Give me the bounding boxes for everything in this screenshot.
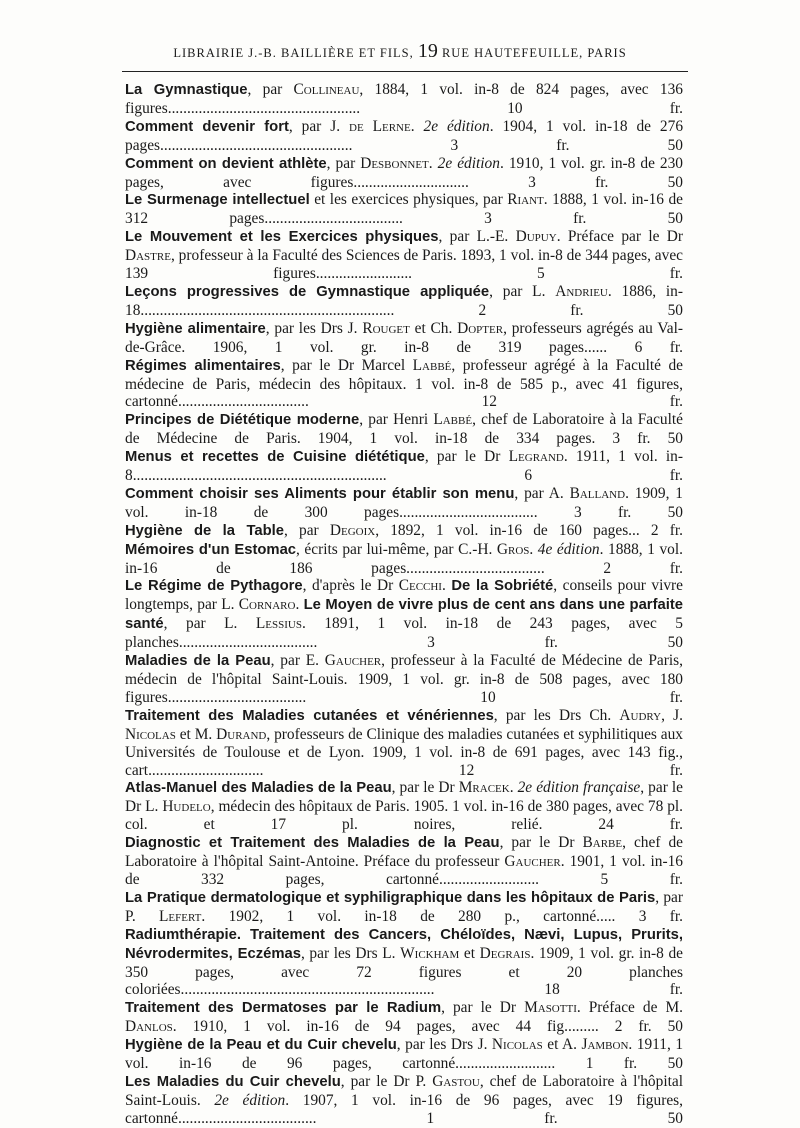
entry-text: , par J. <box>288 117 349 135</box>
entry-text: Nicolas <box>491 1036 543 1054</box>
entry-text: , par les Drs J. <box>265 319 363 337</box>
entry-text: Barbe <box>582 834 623 852</box>
entry-title: Diagnostic et Traitement des Maladies de la Peau <box>125 835 500 852</box>
entry-title: Traitement des Maladies cutanées et vénériennes <box>125 707 494 724</box>
entry-title: Le Surmenage intellectuel <box>125 192 310 209</box>
catalog-entry <box>125 577 683 652</box>
entry-text: . 1904, 1 vol. in-18 de 276 pages.................................................. 3 fr. 50 <box>125 117 684 154</box>
entry-text: Gros <box>496 540 530 558</box>
entry-text: 2e édition <box>437 154 500 172</box>
entry-text: et les exercices physiques, par <box>309 191 508 209</box>
entry-text: , écrits par lui-même, par C.-H. <box>296 540 497 558</box>
entry-text: Dopter <box>457 319 504 337</box>
entry-text: , chef de Laboratoire à l'hôpital Saint-Antoine. Préface du professeur <box>125 834 683 871</box>
entry-text: . 1902, 1 vol. in-18 de 280 p., cartonné..... 3 fr. <box>201 907 683 925</box>
entry-text: Nicolas <box>125 725 176 743</box>
entry-text: , par le Dr L. <box>125 779 683 816</box>
entry-text: et A. <box>542 1036 582 1054</box>
catalog-entry <box>125 283 683 320</box>
entry-text: , par <box>284 521 330 539</box>
entry-text: . 1888, 1 vol. in-16 de 312 pages.................................... 3 fr. 50 <box>125 191 683 228</box>
entry-text: Cecchi <box>398 577 442 595</box>
entry-text: . 1911, 1 vol. in-8.................................................................. 6 fr. <box>125 448 683 485</box>
entry-text: , par le Dr <box>391 779 459 797</box>
entry-text: Dastre <box>125 247 171 265</box>
header-publisher: LIBRAIRIE J.-B. BAILLIÈRE ET FILS, <box>173 46 414 60</box>
entry-text: , par le Dr <box>499 834 583 852</box>
entry-text: , par les Drs Ch. <box>493 706 620 724</box>
entry-text: , par P. <box>125 888 683 925</box>
entry-title: Le Mouvement et les Exercices physiques <box>125 229 439 246</box>
entry-text: Riant <box>507 191 544 209</box>
entry-text: , médecin des hôpitaux de Paris. 1905. 1 vol. in-16 de 380 pages, avec 78 pl. col. et 17 pl. noires, relié. 24 fr. <box>125 798 684 834</box>
catalog-entry <box>125 834 683 889</box>
entry-title: Le Régime de Pythagore <box>125 578 303 595</box>
entry-text: Lessius <box>255 615 302 633</box>
catalog-entry <box>125 926 683 1000</box>
entry-text: , d'après le Dr <box>302 577 399 595</box>
entry-title: Leçons progressives de Gymnastique appliquée <box>125 283 490 300</box>
entry-text: . <box>441 577 452 595</box>
entry-title: Atlas-Manuel des Maladies de la Peau <box>125 780 392 797</box>
catalog-entry <box>125 1073 683 1128</box>
entry-text: Lefert <box>159 907 202 925</box>
entry-text: Collineau <box>293 81 360 98</box>
entry-text: Labbé <box>433 411 473 429</box>
catalog-entry <box>125 320 683 357</box>
entry-text: . 1910, 1 vol. in-16 de 94 pages, avec 44 fig......... 2 fr. 50 <box>172 1018 683 1036</box>
entry-text: , par le Dr P. <box>340 1072 433 1090</box>
catalog-entry <box>125 228 683 283</box>
entry-title: Principes de Diététique moderne <box>125 412 360 429</box>
entry-text: . 1891, 1 vol. in-18 de 243 pages, avec 5 planches.................................... 3 fr. 50 <box>125 615 683 652</box>
header-rule <box>122 71 688 72</box>
entry-text: 2e édition française <box>517 779 641 797</box>
entry-text: et M. <box>175 725 217 743</box>
entry-title: La Gymnastique <box>125 82 248 98</box>
entry-title: Radiumthérapie. Traitement des Cancers, Chéloïdes, Nævi, Lupus, Prurits, Névrodermites, Eczémas <box>125 926 683 962</box>
entry-text: , par L. <box>489 282 556 300</box>
entry-text: Danlos <box>125 1018 173 1036</box>
book-list <box>125 81 683 1128</box>
entry-text: . <box>509 779 518 797</box>
entry-title: Comment devenir fort <box>125 118 289 135</box>
entry-title: Traitement des Dermatoses par le Radium <box>125 1000 442 1017</box>
entry-text: Rouget <box>362 319 410 337</box>
entry-title: Les Maladies du Cuir chevelu <box>125 1073 341 1090</box>
entry-text: . 1911, 1 vol. in-16 de 96 pages, cartonné.......................... 1 fr. 50 <box>125 1036 684 1073</box>
entry-text: 2e édition <box>214 1091 286 1109</box>
entry-text: 4e édition <box>537 540 600 558</box>
entry-text: , par les Drs J. <box>396 1036 492 1054</box>
entry-text: . Préface de M. <box>576 999 683 1017</box>
entry-text: . 1907, 1 vol. in-16 de 96 pages, avec 19 figures, cartonné.................................... 1 fr. 50 <box>125 1091 683 1127</box>
entry-text: , par le Dr Marcel <box>280 356 413 374</box>
entry-title: Menus et recettes de Cuisine diététique <box>125 449 425 466</box>
entry-title: Hygiène alimentaire <box>125 320 266 337</box>
entry-text: . 1910, 1 vol. gr. in-8 de 230 pages, avec figures.............................. 3 fr. 50 <box>125 154 684 191</box>
entry-title: Hygiène de la Peau et du Cuir chevelu <box>125 1037 397 1054</box>
entry-text: Gastou <box>432 1072 480 1090</box>
catalog-entry <box>125 541 683 578</box>
catalog-entry <box>125 522 683 541</box>
entry-text: , par L. <box>163 615 256 633</box>
entry-text: . 1909, 1 vol. in-18 de 300 pages.................................... 3 fr. 50 <box>125 484 683 521</box>
entry-text: , par <box>326 154 361 172</box>
running-header <box>0 40 800 63</box>
entry-text: et <box>459 944 480 962</box>
entry-text: , 1884, 1 vol. in-8 de 824 pages, avec 136 figures.................................................. 10 fr. <box>125 81 683 117</box>
entry-text: Mracek <box>458 779 510 797</box>
entry-text: , par le Dr <box>424 448 509 466</box>
catalog-entry <box>125 485 683 522</box>
entry-text: . <box>410 117 424 135</box>
catalog-entry <box>125 118 683 155</box>
catalog-entry <box>125 707 683 780</box>
entry-text: , par Henri <box>359 411 434 429</box>
entry-text: , conseils pour vivre longtemps, par L. <box>125 577 684 614</box>
entry-text: Balland <box>569 484 626 502</box>
catalog-entry <box>125 999 683 1036</box>
entry-text: , professeurs de Clinique des maladies cutanées et syphilitiques aux Universités de Toulouse et de Lyon. 1909, 1 vol. in-8 de 691 pages, avec 143 fig., cart.............................. 12 fr. <box>125 725 683 779</box>
catalog-entry <box>125 1036 683 1073</box>
catalog-entry <box>125 357 683 412</box>
entry-text: Labbé <box>412 356 452 374</box>
entry-text: Gaucher <box>324 652 382 670</box>
entry-text: . <box>428 154 438 172</box>
entry-text: et Ch. <box>409 319 458 337</box>
entry-text: . Préface par le Dr <box>556 228 683 246</box>
entry-text: , chef de Laboratoire à la Faculté de Médecine de Paris. 1904, 1 vol. in-18 de 334 pages. 3 fr. 50 <box>125 411 684 448</box>
entry-text: . 1886, in-18.................................................................. 2 fr. 50 <box>125 282 683 319</box>
entry-text: Legrand <box>508 448 564 466</box>
catalog-entry <box>125 155 683 192</box>
entry-text: , par A. <box>514 484 570 502</box>
entry-text: , par E. <box>270 652 325 670</box>
entry-title: Comment choisir ses Aliments pour établir son menu <box>125 485 515 502</box>
entry-text: 2e édition <box>423 117 490 135</box>
entry-text: Dupuy <box>515 228 557 246</box>
catalog-entry <box>125 81 683 118</box>
entry-title: Comment on devient athlète <box>125 155 327 172</box>
entry-text: . 1888, 1 vol. in-16 de 186 pages.................................... 2 fr. <box>125 540 683 577</box>
entry-text: Jambon <box>581 1036 629 1054</box>
entry-text: Degoix <box>329 521 376 539</box>
page-number: 19 <box>417 40 438 62</box>
header-address: RUE HAUTEFEUILLE, PARIS <box>441 46 627 60</box>
catalog-entry <box>125 889 683 926</box>
entry-text: Masotti <box>524 999 577 1017</box>
entry-text: , professeur agrégé à la Faculté de médecine de Paris, médecin des hôpitaux. 1 vol. in-8 de 585 p., avec 41 figures, cartonné.................................. 12 fr. <box>125 356 684 411</box>
entry-text: , par <box>247 81 294 98</box>
entry-text: de Lerne <box>349 117 411 135</box>
entry-text: Le Moyen de vivre plus de cent ans dans une parfaite santé <box>125 597 683 633</box>
entry-text: Desbonnet <box>360 154 429 172</box>
entry-text: . 1901, 1 vol. in-16 de 332 pages, cartonné.......................... 5 fr. <box>125 853 683 888</box>
entry-text: . <box>295 596 304 614</box>
entry-text: . <box>529 540 538 558</box>
entry-text: Wickham <box>400 944 460 962</box>
catalog-entry <box>125 448 683 485</box>
entry-title: Hygiène de la Table <box>125 522 285 539</box>
entry-text: , professeur à la Faculté de Médecine de Paris, médecin de l'hôpital Saint-Louis. 1909, 1 vol. gr. in-8 de 508 pages, avec 180 figures.................................... 10 fr. <box>125 652 684 706</box>
entry-text: Andrieu <box>555 282 608 300</box>
entry-text: Durand <box>216 725 267 743</box>
entry-text: , chef de Laboratoire à l'hôpital Saint-Louis. <box>125 1072 683 1109</box>
entry-text: , par le Dr <box>441 999 525 1017</box>
entry-title: Maladies de la Peau <box>125 653 271 670</box>
entry-text: Audry <box>619 706 662 724</box>
catalog-entry <box>125 411 683 448</box>
catalog-entry <box>125 652 683 707</box>
entry-text: , J. <box>661 706 683 724</box>
entry-text: Hudelo <box>162 798 211 816</box>
entry-text: . 1909, 1 vol. gr. in-8 de 350 pages, avec 72 figures et 20 planches coloriées.................................................................. 18 fr. <box>125 944 683 999</box>
entry-title: Mémoires d'un Estomac <box>125 541 297 558</box>
entry-text: Cornaro <box>238 596 296 614</box>
entry-text: , par L.-E. <box>438 228 516 246</box>
entry-text: Gaucher <box>504 853 561 871</box>
entry-text: , par les Drs L. <box>300 944 401 962</box>
entry-title: La Pratique dermatologique et syphiligraphique dans les hôpitaux de Paris <box>125 889 656 906</box>
catalog-entry <box>125 191 683 228</box>
catalog-entry <box>125 779 683 834</box>
entry-text: Degrais <box>479 944 531 962</box>
entry-title: Régimes alimentaires <box>125 357 281 374</box>
entry-text: , professeur à la Faculté des Sciences de Paris. 1893, 1 vol. in-8 de 344 pages, avec 139 figures......................... 5 fr. <box>125 247 683 283</box>
entry-text: , professeurs agrégés au Val-de-Grâce. 1906, 1 vol. gr. in-8 de 319 pages...... 6 fr. <box>125 319 684 356</box>
entry-text: , 1892, 1 vol. in-16 de 160 pages... 2 fr. <box>375 521 683 539</box>
entry-text: De la Sobriété <box>451 578 554 595</box>
